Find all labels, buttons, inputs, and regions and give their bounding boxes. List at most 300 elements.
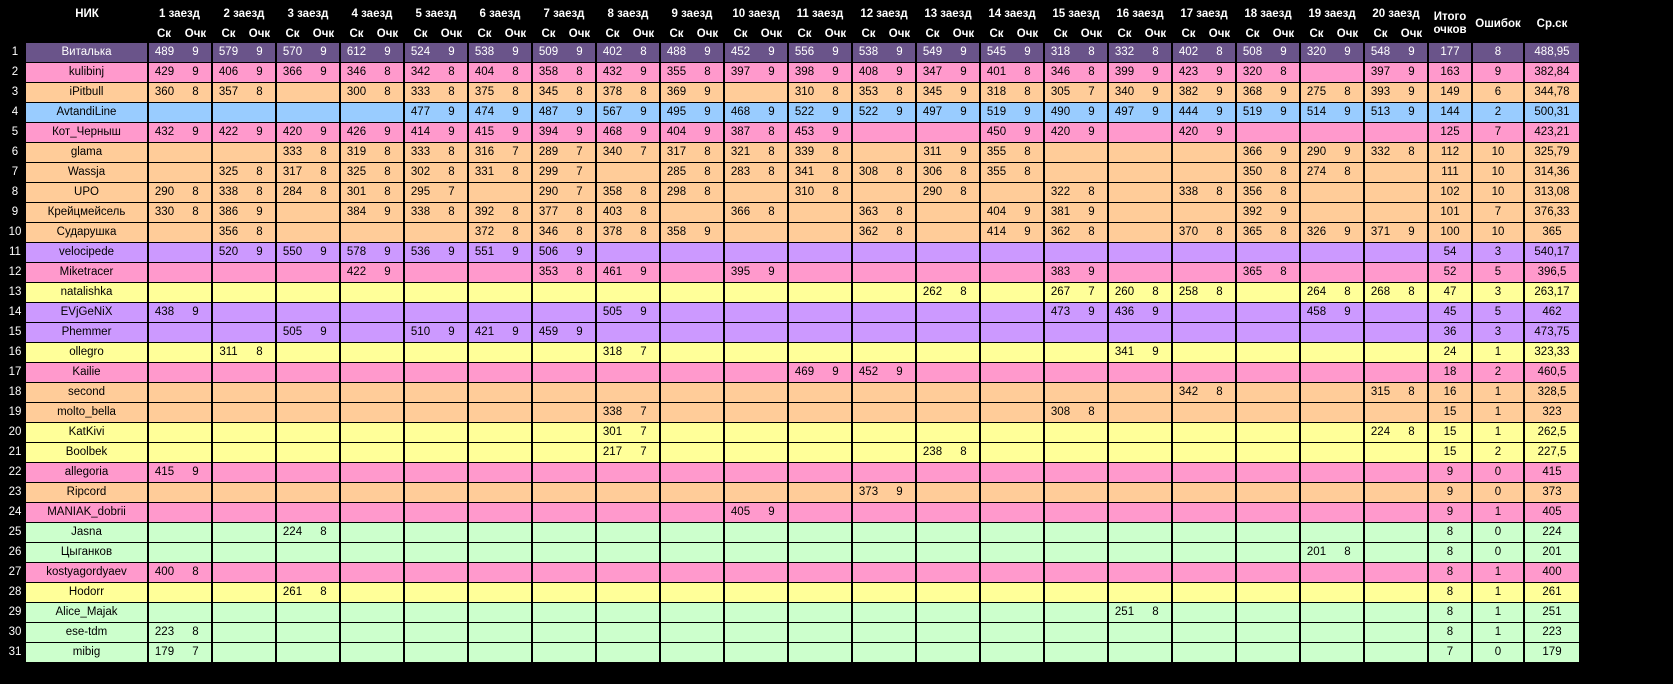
race-points-cell xyxy=(1396,343,1428,363)
errors-cell: 0 xyxy=(1472,523,1524,543)
race-speed-cell: 550 xyxy=(276,243,308,263)
race-points-cell xyxy=(436,623,468,643)
race-speed-cell xyxy=(468,443,500,463)
race-speed-cell xyxy=(340,643,372,663)
race-points-cell xyxy=(884,603,916,623)
race-speed-cell: 373 xyxy=(852,483,884,503)
race-speed-cell xyxy=(980,383,1012,403)
speed-subheader: Ск xyxy=(1309,27,1324,40)
race-speed-cell xyxy=(532,603,564,623)
race-speed-cell xyxy=(1172,443,1204,463)
race-speed-cell xyxy=(148,543,180,563)
race-speed-cell: 368 xyxy=(1236,83,1268,103)
race-points-cell xyxy=(244,503,276,523)
race-points-cell xyxy=(1204,503,1236,523)
race-speed-cell xyxy=(660,203,692,223)
race-speed-cell xyxy=(468,363,500,383)
points-subheader: Очк xyxy=(244,24,276,43)
race-speed-cell xyxy=(660,343,692,363)
race-points-cell: 9 xyxy=(308,63,340,83)
points-subheader: Очк xyxy=(372,24,404,43)
race-points-cell xyxy=(564,603,596,623)
race-speed-cell xyxy=(404,263,436,283)
race-points-cell xyxy=(884,143,916,163)
race-speed-cell: 538 xyxy=(852,43,884,63)
player-nick: kulibinj xyxy=(26,63,148,83)
race-speed-cell xyxy=(1108,383,1140,403)
race-speed-cell: 366 xyxy=(276,63,308,83)
row-number: 2 xyxy=(4,63,26,83)
race-speed-cell xyxy=(852,143,884,163)
race-speed-cell xyxy=(1364,323,1396,343)
race-speed-cell xyxy=(340,463,372,483)
race-points-cell: 9 xyxy=(628,263,660,283)
race-points-cell xyxy=(628,543,660,563)
race-points-cell xyxy=(372,523,404,543)
race-points-cell xyxy=(1204,263,1236,283)
race-speed-cell xyxy=(916,563,948,583)
race-speed-cell xyxy=(596,163,628,183)
race-speed-cell xyxy=(660,543,692,563)
race-speed-cell xyxy=(276,643,308,663)
race-speed-cell xyxy=(212,363,244,383)
race-points-cell: 9 xyxy=(884,483,916,503)
race-points-cell xyxy=(1076,423,1108,443)
race-points-cell xyxy=(1332,383,1364,403)
race-header-3: 3 заезд xyxy=(276,4,340,24)
race-points-cell xyxy=(308,563,340,583)
race-points-cell xyxy=(1012,523,1044,543)
race-points-cell xyxy=(820,643,852,663)
speed-subheader: Ск xyxy=(156,27,172,40)
player-nick: Boolbek xyxy=(26,443,148,463)
avg-speed-cell: 325,79 xyxy=(1524,143,1579,163)
race-speed-cell xyxy=(852,343,884,363)
table-row xyxy=(4,163,1579,183)
race-speed-cell xyxy=(276,423,308,443)
race-points-cell xyxy=(1204,643,1236,663)
race-points-cell: 9 xyxy=(756,43,788,63)
total-points-cell: 24 xyxy=(1428,343,1472,363)
race-speed-cell: 290 xyxy=(532,183,564,203)
race-speed-cell xyxy=(1236,283,1268,303)
avg-speed-cell: 423,21 xyxy=(1524,123,1579,143)
table-row xyxy=(4,603,1579,623)
race-speed-cell: 404 xyxy=(468,63,500,83)
race-speed-cell xyxy=(980,263,1012,283)
race-points-cell xyxy=(756,183,788,203)
player-nick: natalishka xyxy=(26,283,148,303)
race-speed-cell xyxy=(1044,603,1076,623)
race-header-11: 11 заезд xyxy=(788,4,852,24)
race-speed-cell xyxy=(340,443,372,463)
race-points-cell: 9 xyxy=(1332,43,1364,63)
race-points-cell xyxy=(1396,123,1428,143)
race-speed-cell xyxy=(1364,463,1396,483)
race-points-cell xyxy=(1396,523,1428,543)
table-row xyxy=(4,43,1579,63)
race-speed-cell: 536 xyxy=(404,243,436,263)
race-points-cell: 9 xyxy=(1012,223,1044,243)
race-points-cell: 9 xyxy=(308,123,340,143)
race-speed-cell xyxy=(1364,623,1396,643)
race-points-cell xyxy=(180,323,212,343)
player-nick: AvtandiLine xyxy=(26,103,148,123)
race-header-13: 13 заезд xyxy=(916,4,980,24)
race-speed-cell xyxy=(212,303,244,323)
race-header-10: 10 заезд xyxy=(724,4,788,24)
race-points-cell: 9 xyxy=(692,103,724,123)
errors-cell: 1 xyxy=(1472,423,1524,443)
race-speed-cell: 362 xyxy=(852,223,884,243)
race-speed-cell xyxy=(724,403,756,423)
race-points-cell: 8 xyxy=(628,183,660,203)
race-speed-cell xyxy=(852,563,884,583)
race-speed-cell: 392 xyxy=(1236,203,1268,223)
race-points-cell xyxy=(1076,583,1108,603)
race-speed-cell xyxy=(1044,423,1076,443)
race-speed-cell: 429 xyxy=(148,63,180,83)
race-speed-cell xyxy=(596,503,628,523)
race-speed-cell xyxy=(1236,443,1268,463)
race-points-cell xyxy=(1268,583,1300,603)
race-points-cell xyxy=(308,503,340,523)
race-points-cell: 8 xyxy=(436,63,468,83)
race-points-cell: 8 xyxy=(372,163,404,183)
race-speed-cell: 318 xyxy=(596,343,628,363)
race-points-cell: 9 xyxy=(820,123,852,143)
race-points-cell xyxy=(1332,203,1364,223)
race-speed-cell: 438 xyxy=(148,303,180,323)
race-speed-cell xyxy=(980,483,1012,503)
race-points-cell xyxy=(1396,623,1428,643)
race-points-cell: 8 xyxy=(948,183,980,203)
race-speed-cell: 319 xyxy=(340,143,372,163)
race-points-cell xyxy=(756,343,788,363)
race-points-cell xyxy=(244,263,276,283)
race-points-cell xyxy=(628,603,660,623)
race-points-cell xyxy=(1332,643,1364,663)
race-points-cell xyxy=(692,483,724,503)
race-speed-cell xyxy=(660,623,692,643)
race-points-cell: 9 xyxy=(436,243,468,263)
race-points-cell xyxy=(1332,243,1364,263)
race-points-cell xyxy=(372,363,404,383)
race-points-cell xyxy=(1012,563,1044,583)
race-points-cell: 9 xyxy=(1396,83,1428,103)
race-points-cell: 8 xyxy=(1076,183,1108,203)
race-header-20: 20 заезд xyxy=(1364,4,1428,24)
race-speed-cell: 414 xyxy=(404,123,436,143)
race-speed-cell xyxy=(980,183,1012,203)
race-speed-cell xyxy=(468,503,500,523)
race-points-cell xyxy=(372,503,404,523)
race-points-cell xyxy=(244,303,276,323)
race-speed-cell xyxy=(1172,563,1204,583)
race-points-cell xyxy=(308,543,340,563)
race-speed-cell xyxy=(980,283,1012,303)
race-speed-cell xyxy=(276,223,308,243)
race-points-cell xyxy=(628,483,660,503)
race-speed-cell xyxy=(340,623,372,643)
speed-subheader: Ск xyxy=(733,27,748,40)
race-points-cell xyxy=(1268,643,1300,663)
race-points-cell: 8 xyxy=(1268,63,1300,83)
race-points-cell xyxy=(308,383,340,403)
race-points-cell xyxy=(1396,303,1428,323)
race-points-cell: 9 xyxy=(820,103,852,123)
race-points-cell xyxy=(756,623,788,643)
race-points-cell xyxy=(180,423,212,443)
race-speed-cell xyxy=(148,103,180,123)
race-points-cell xyxy=(244,603,276,623)
race-speed-cell: 420 xyxy=(1044,123,1076,143)
race-speed-cell: 508 xyxy=(1236,43,1268,63)
race-points-cell xyxy=(1268,383,1300,403)
race-speed-cell xyxy=(276,623,308,643)
table-row xyxy=(4,123,1579,143)
race-points-cell xyxy=(884,643,916,663)
race-speed-cell xyxy=(1108,163,1140,183)
race-speed-cell xyxy=(1108,123,1140,143)
race-points-cell: 9 xyxy=(628,303,660,323)
race-points-cell xyxy=(820,283,852,303)
player-nick: KatKivi xyxy=(26,423,148,443)
row-number: 3 xyxy=(4,83,26,103)
race-points-cell xyxy=(1012,363,1044,383)
race-speed-cell: 488 xyxy=(660,43,692,63)
race-points-cell xyxy=(436,503,468,523)
table-row xyxy=(4,483,1579,503)
race-points-cell: 8 xyxy=(436,203,468,223)
race-speed-cell xyxy=(276,203,308,223)
race-points-cell: 9 xyxy=(884,43,916,63)
points-subheader: Очк xyxy=(756,24,788,43)
avg-speed-cell: 488,95 xyxy=(1524,43,1579,63)
speed-subheader: Ск xyxy=(861,27,876,40)
race-points-cell xyxy=(1140,363,1172,383)
race-speed-cell xyxy=(1236,303,1268,323)
race-speed-cell xyxy=(724,343,756,363)
race-points-cell: 9 xyxy=(1076,203,1108,223)
race-points-cell xyxy=(500,363,532,383)
race-points-cell xyxy=(1012,303,1044,323)
race-points-cell: 8 xyxy=(1012,143,1044,163)
player-nick: Цыганков xyxy=(26,543,148,563)
race-points-cell xyxy=(820,623,852,643)
race-speed-cell xyxy=(1044,503,1076,523)
errors-cell: 1 xyxy=(1472,603,1524,623)
race-points-cell xyxy=(1204,203,1236,223)
race-points-cell: 9 xyxy=(436,43,468,63)
race-speed-cell xyxy=(596,323,628,343)
race-points-cell xyxy=(884,623,916,643)
race-speed-cell xyxy=(852,403,884,423)
race-speed-cell xyxy=(1044,363,1076,383)
race-points-cell xyxy=(180,223,212,243)
race-points-cell xyxy=(1012,443,1044,463)
header-row-subcolumns xyxy=(4,24,1579,43)
race-points-cell xyxy=(884,343,916,363)
race-points-cell xyxy=(308,263,340,283)
race-speed-cell xyxy=(1108,443,1140,463)
race-points-cell xyxy=(1396,583,1428,603)
race-speed-cell: 179 xyxy=(148,643,180,663)
race-points-cell xyxy=(884,283,916,303)
race-speed-cell xyxy=(1300,383,1332,403)
avg-speed-cell: 344,78 xyxy=(1524,83,1579,103)
race-points-cell xyxy=(436,303,468,323)
race-points-cell: 8 xyxy=(500,63,532,83)
avg-speed-cell: 323 xyxy=(1524,403,1579,423)
race-points-cell xyxy=(1396,643,1428,663)
race-speed-cell xyxy=(148,263,180,283)
avg-speed-cell: 328,5 xyxy=(1524,383,1579,403)
race-speed-cell xyxy=(1300,563,1332,583)
race-speed-cell xyxy=(660,403,692,423)
race-speed-cell xyxy=(852,383,884,403)
race-speed-cell xyxy=(276,343,308,363)
race-points-cell xyxy=(692,623,724,643)
table-row xyxy=(4,223,1579,243)
total-points-cell: 9 xyxy=(1428,463,1472,483)
race-speed-cell: 490 xyxy=(1044,103,1076,123)
race-points-cell xyxy=(308,103,340,123)
table-row xyxy=(4,63,1579,83)
row-number: 1 xyxy=(4,43,26,63)
race-points-cell: 8 xyxy=(1268,223,1300,243)
race-points-cell: 9 xyxy=(372,243,404,263)
race-speed-cell xyxy=(980,363,1012,383)
race-speed-cell: 519 xyxy=(980,103,1012,123)
race-speed-cell xyxy=(916,123,948,143)
race-points-cell xyxy=(500,383,532,403)
speed-subheader: Ск xyxy=(349,27,364,40)
race-speed-cell xyxy=(1236,243,1268,263)
race-points-cell xyxy=(884,563,916,583)
race-points-cell xyxy=(692,443,724,463)
race-speed-cell xyxy=(852,183,884,203)
row-number: 10 xyxy=(4,223,26,243)
race-points-cell xyxy=(1140,123,1172,143)
race-points-cell: 9 xyxy=(244,243,276,263)
race-speed-cell xyxy=(980,323,1012,343)
race-points-cell xyxy=(1204,623,1236,643)
row-number: 16 xyxy=(4,343,26,363)
race-speed-cell: 350 xyxy=(1236,163,1268,183)
race-points-cell xyxy=(1332,403,1364,423)
player-nick: iPitbull xyxy=(26,83,148,103)
race-points-cell: 8 xyxy=(564,83,596,103)
race-speed-cell xyxy=(980,503,1012,523)
race-points-cell: 9 xyxy=(564,43,596,63)
race-speed-cell xyxy=(916,303,948,323)
race-points-cell xyxy=(436,343,468,363)
race-points-cell: 8 xyxy=(692,163,724,183)
race-speed-cell xyxy=(212,403,244,423)
race-points-cell xyxy=(1012,283,1044,303)
race-points-cell: 8 xyxy=(692,143,724,163)
race-points-cell xyxy=(564,443,596,463)
race-speed-cell xyxy=(1236,383,1268,403)
race-points-cell xyxy=(756,523,788,543)
race-points-cell: 8 xyxy=(884,203,916,223)
race-points-cell xyxy=(948,523,980,543)
race-points-cell xyxy=(884,523,916,543)
race-speed-cell: 392 xyxy=(468,203,500,223)
race-points-cell: 9 xyxy=(500,323,532,343)
race-speed-cell xyxy=(148,583,180,603)
row-number: 14 xyxy=(4,303,26,323)
row-number: 23 xyxy=(4,483,26,503)
race-points-cell xyxy=(1396,603,1428,623)
race-points-cell: 8 xyxy=(500,223,532,243)
race-points-cell: 7 xyxy=(564,143,596,163)
race-speed-cell xyxy=(468,383,500,403)
race-speed-cell: 372 xyxy=(468,223,500,243)
race-points-cell xyxy=(948,243,980,263)
total-points-cell: 100 xyxy=(1428,223,1472,243)
table-row xyxy=(4,83,1579,103)
race-speed-cell xyxy=(276,603,308,623)
race-speed-cell: 474 xyxy=(468,103,500,123)
race-speed-cell: 347 xyxy=(916,63,948,83)
race-speed-cell xyxy=(1364,303,1396,323)
race-speed-cell xyxy=(724,223,756,243)
race-speed-cell xyxy=(788,263,820,283)
race-speed-cell: 514 xyxy=(1300,103,1332,123)
race-speed-cell xyxy=(660,263,692,283)
row-number: 6 xyxy=(4,143,26,163)
race-points-cell xyxy=(372,483,404,503)
race-points-cell: 9 xyxy=(1396,63,1428,83)
race-speed-cell xyxy=(212,623,244,643)
player-nick: Jasna xyxy=(26,523,148,543)
race-speed-cell xyxy=(1364,343,1396,363)
race-points-cell xyxy=(692,523,724,543)
race-speed-cell: 487 xyxy=(532,103,564,123)
race-points-cell xyxy=(500,423,532,443)
race-points-cell: 9 xyxy=(948,103,980,123)
race-points-cell xyxy=(1204,143,1236,163)
errors-cell: 0 xyxy=(1472,543,1524,563)
race-points-cell xyxy=(948,403,980,423)
race-speed-cell xyxy=(404,343,436,363)
race-points-cell xyxy=(1076,383,1108,403)
points-subheader: Очк xyxy=(692,24,724,43)
race-speed-cell xyxy=(468,423,500,443)
race-points-cell xyxy=(308,643,340,663)
race-points-cell xyxy=(820,303,852,323)
race-points-cell xyxy=(436,603,468,623)
race-points-cell: 8 xyxy=(628,203,660,223)
race-speed-cell: 369 xyxy=(660,83,692,103)
points-subheader: Очк xyxy=(1204,24,1236,43)
race-speed-cell: 426 xyxy=(340,123,372,143)
race-points-cell xyxy=(1140,143,1172,163)
race-points-cell: 8 xyxy=(628,83,660,103)
race-speed-cell xyxy=(852,603,884,623)
race-speed-cell xyxy=(532,303,564,323)
nick-header: НИК xyxy=(75,8,99,20)
race-speed-cell xyxy=(1044,563,1076,583)
errors-cell: 1 xyxy=(1472,563,1524,583)
race-speed-cell: 353 xyxy=(852,83,884,103)
race-points-cell xyxy=(948,123,980,143)
row-number: 29 xyxy=(4,603,26,623)
race-points-cell: 8 xyxy=(1204,43,1236,63)
race-points-cell xyxy=(500,263,532,283)
